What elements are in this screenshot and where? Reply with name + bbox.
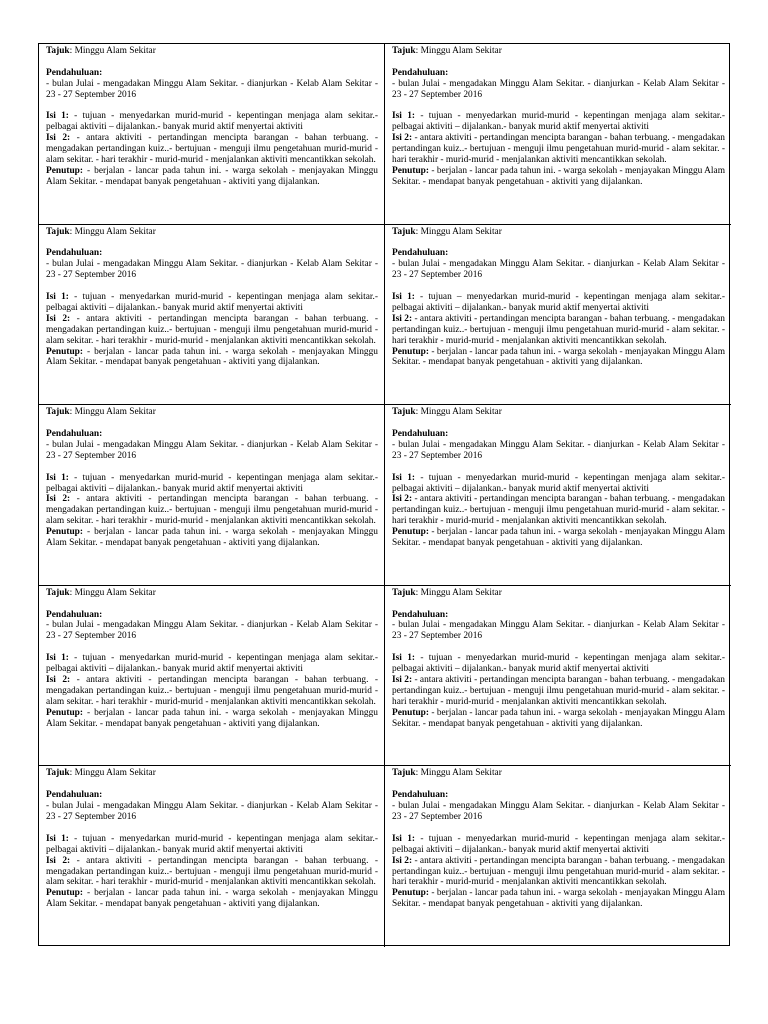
card xyxy=(39,766,385,947)
card xyxy=(385,586,731,767)
title-line xyxy=(392,588,725,599)
closing: Penutup: - berjalan - lancar pada tahun ini. - warga sekolah - menjayakan Minggu Alam Sekitar. - mendapat banyak pengetahuan - aktiviti yang dijalankan. xyxy=(392,346,725,368)
point-2: Isi 2: - antara aktiviti - pertandingan mencipta barangan - bahan terbuang. - mengadakan pertandingan kuiz..- bertujuan - menguji ilmu pengetahuan murid-murid - alam sekitar. - hari terakhir - murid-murid - menjalankan aktiviti mencantikkan sekolah. xyxy=(46,494,378,527)
point-1: Isi 1: - tujuan - menyedarkan murid-murid - kepentingan menjaga alam sekitar.- pelbagai aktiviti – dijalankan.- banyak murid aktif menyertai aktiviti xyxy=(392,472,725,494)
card xyxy=(385,405,731,586)
intro-heading: Pendahuluan: xyxy=(46,609,103,620)
intro-text: - bulan Julai - mengadakan Minggu Alam Sekitar. - dianjurkan - Kelab Alam Sekitar - 23 - 27 September 2016 xyxy=(392,620,725,642)
title-label: Tajuk xyxy=(392,768,416,779)
intro-heading: Pendahuluan: xyxy=(46,428,103,439)
intro-heading: Pendahuluan: xyxy=(392,248,449,259)
title-label: Tajuk xyxy=(392,226,416,237)
title-text: : Minggu Alam Sekitar xyxy=(69,587,156,598)
intro-text: - bulan Julai - mengadakan Minggu Alam Sekitar. - dianjurkan - Kelab Alam Sekitar - 23 - 27 September 2016 xyxy=(392,801,725,822)
point-2: Isi 2: - antara aktiviti - pertandingan mencipta barangan - bahan terbuang. - mengadakan pertandingan kuiz..- bertujuan - menguji ilmu pengetahuan murid-murid - alam sekitar. - hari terakhir - murid-murid - menjalankan aktiviti mencantikkan sekolah. xyxy=(46,313,378,346)
point-1: Isi 1: - tujuan - menyedarkan murid-murid - kepentingan menjaga alam sekitar.- pelbagai aktiviti – dijalankan.- banyak murid aktif menyertai aktiviti xyxy=(392,111,725,133)
intro-heading: Pendahuluan: xyxy=(392,428,449,439)
title-text: : Minggu Alam Sekitar xyxy=(415,768,502,779)
point-1: Isi 1: - tujuan - menyedarkan murid-murid - kepentingan menjaga alam sekitar.- pelbagai aktiviti – dijalankan.- banyak murid aktif menyertai aktiviti xyxy=(46,472,379,494)
point-1: Isi 1: - tujuan - menyedarkan murid-murid - kepentingan menjaga alam sekitar.- pelbagai aktiviti – dijalankan.- banyak murid aktif menyertai aktiviti xyxy=(46,653,379,675)
point-2: Isi 2: - antara aktiviti - pertandingan mencipta barangan - bahan terbuang. - mengadakan pertandingan kuiz..- bertujuan - menguji ilmu pengetahuan murid-murid - alam sekitar. - hari terakhir - murid-murid - menjalankan aktiviti mencantikkan sekolah. xyxy=(46,133,378,166)
closing: Penutup: - berjalan - lancar pada tahun ini. - warga sekolah - menjayakan Minggu Alam Sekitar. - mendapat banyak pengetahuan - aktiviti yang dijalankan. xyxy=(392,165,725,187)
point-2: Isi 2: - antara aktiviti - pertandingan mencipta barangan - bahan terbuang. - mengadakan pertandingan kuiz..- bertujuan - menguji ilmu pengetahuan murid-murid - alam sekitar. - hari terakhir - murid-murid - menjalankan aktiviti mencantikkan sekolah. xyxy=(46,855,378,888)
title-text: : Minggu Alam Sekitar xyxy=(415,46,502,56)
title-line xyxy=(46,46,378,57)
intro-heading: Pendahuluan: xyxy=(46,248,103,259)
intro-heading: Pendahuluan: xyxy=(392,790,449,801)
title-line xyxy=(46,768,378,779)
title-text: : Minggu Alam Sekitar xyxy=(415,226,502,237)
title-label: Tajuk xyxy=(46,226,70,237)
card xyxy=(385,766,731,947)
intro-text: - bulan Julai - mengadakan Minggu Alam Sekitar. - dianjurkan - Kelab Alam Sekitar - 23 - 27 September 2016 xyxy=(46,259,378,281)
point-1: Isi 1: - tujuan – menyedarkan murid-murid - kepentingan menjaga alam sekitar.- pelbagai aktiviti – dijalankan.- banyak murid aktif menyertai aktiviti xyxy=(392,292,725,313)
title-line xyxy=(392,407,725,418)
point-2: Isi 2: - antara aktiviti - pertandingan mencipta barangan - bahan terbuang. - mengadakan pertandingan kuiz..- bertujuan - menguji ilmu pengetahuan murid-murid - alam sekitar. - hari terakhir - murid-murid - menjalankan aktiviti mencantikkan sekolah. xyxy=(392,494,725,527)
intro-heading: Pendahuluan: xyxy=(46,790,103,801)
point-2: Isi 2: - antara aktiviti - pertandingan mencipta barangan - bahan terbuang. - mengadakan pertandingan kuiz..- bertujuan - menguji ilmu pengetahuan murid-murid - alam sekitar. - hari terakhir - murid-murid - menjalankan aktiviti mencantikkan sekolah. xyxy=(392,855,725,888)
title-text: : Minggu Alam Sekitar xyxy=(69,768,156,779)
closing: Penutup: - berjalan - lancar pada tahun ini. - warga sekolah - menjayakan Minggu Alam Sekitar. - mendapat banyak pengetahuan - aktiviti yang dijalankan. xyxy=(46,707,378,729)
title-line xyxy=(46,227,378,238)
point-2: Isi 2: - antara aktiviti - pertandingan mencipta barangan - bahan terbuang. - mengadakan pertandingan kuiz..- bertujuan - menguji ilmu pengetahuan murid-murid - alam sekitar. - hari terakhir - murid-murid - menjalankan aktiviti mencantikkan sekolah. xyxy=(392,313,725,346)
title-text: : Minggu Alam Sekitar xyxy=(69,407,156,418)
title-text: : Minggu Alam Sekitar xyxy=(415,407,502,418)
title-label: Tajuk xyxy=(392,46,416,56)
intro-text: - bulan Julai - mengadakan Minggu Alam Sekitar. - dianjurkan - Kelab Alam Sekitar - 23 - 27 September 2016 xyxy=(392,259,725,281)
point-1: Isi 1: - tujuan - menyedarkan murid-murid - kepentingan menjaga alam sekitar.- pelbagai aktiviti – dijalankan.- banyak murid aktif menyertai aktiviti xyxy=(46,833,379,855)
title-line xyxy=(46,407,378,418)
title-text: : Minggu Alam Sekitar xyxy=(69,46,156,56)
intro-text: - bulan Julai - mengadakan Minggu Alam Sekitar. - dianjurkan - Kelab Alam Sekitar - 23 - 27 September 2016 xyxy=(392,78,725,100)
title-label: Tajuk xyxy=(46,768,70,779)
closing: Penutup: - berjalan - lancar pada tahun ini. - warga sekolah - menjayakan Minggu Alam Sekitar. - mendapat banyak pengetahuan - aktiviti yang dijalankan. xyxy=(46,888,378,910)
cards-grid xyxy=(38,43,730,946)
title-text: : Minggu Alam Sekitar xyxy=(69,226,156,237)
intro-text: - bulan Julai - mengadakan Minggu Alam Sekitar. - dianjurkan - Kelab Alam Sekitar - 23 - 27 September 2016 xyxy=(392,439,725,461)
card xyxy=(39,44,385,225)
point-2: Isi 2: - antara aktiviti - pertandingan mencipta barangan - bahan terbuang. - mengadakan pertandingan kuiz..- bertujuan - menguji ilmu pengetahuan murid-murid - alam sekitar. - hari terakhir - murid-murid - menjalankan aktiviti mencantikkan sekolah. xyxy=(392,133,725,166)
closing: Penutup: - berjalan - lancar pada tahun ini. - warga sekolah - menjayakan Minggu Alam Sekitar. - mendapat banyak pengetahuan - aktiviti yang dijalankan. xyxy=(46,165,378,187)
title-label: Tajuk xyxy=(46,587,70,598)
point-1: Isi 1: - tujuan - menyedarkan murid-murid - kepentingan menjaga alam sekitar.- pelbagai aktiviti – dijalankan.- banyak murid aktif menyertai aktiviti xyxy=(392,833,725,855)
closing: Penutup: - berjalan - lancar pada tahun ini. - warga sekolah - menjayakan Minggu Alam Sekitar. - mendapat banyak pengetahuan - aktiviti yang dijalankan. xyxy=(46,346,378,368)
card xyxy=(39,586,385,767)
point-2: Isi 2: - antara aktiviti - pertandingan mencipta barangan - bahan terbuang. - mengadakan pertandingan kuiz..- bertujuan - menguji ilmu pengetahuan murid-murid - alam sekitar. - hari terakhir - murid-murid - menjalankan aktiviti mencantikkan sekolah. xyxy=(46,675,378,707)
intro-text: - bulan Julai - mengadakan Minggu Alam Sekitar. - dianjurkan - Kelab Alam Sekitar - 23 - 27 September 2016 xyxy=(46,620,378,642)
title-line xyxy=(392,46,725,57)
title-label: Tajuk xyxy=(46,407,70,418)
intro-text: - bulan Julai - mengadakan Minggu Alam Sekitar. - dianjurkan - Kelab Alam Sekitar - 23 - 27 September 2016 xyxy=(46,78,378,100)
title-label: Tajuk xyxy=(392,587,416,598)
title-line xyxy=(392,768,725,779)
intro-text: - bulan Julai - mengadakan Minggu Alam Sekitar. - dianjurkan - Kelab Alam Sekitar - 23 - 27 September 2016 xyxy=(46,439,378,461)
closing: Penutup: - berjalan - lancar pada tahun ini. - warga sekolah - menjayakan Minggu Alam Sekitar. - mendapat banyak pengetahuan - aktiviti yang dijalankan. xyxy=(46,527,378,549)
card xyxy=(385,225,731,406)
intro-heading: Pendahuluan: xyxy=(392,609,449,620)
intro-heading: Pendahuluan: xyxy=(46,67,103,78)
point-1: Isi 1: - tujuan - menyedarkan murid-murid - kepentingan menjaga alam sekitar.- pelbagai aktiviti – dijalankan.- banyak murid aktif menyertai aktiviti xyxy=(392,653,725,675)
title-text: : Minggu Alam Sekitar xyxy=(415,587,502,598)
point-1: Isi 1: - tujuan - menyedarkan murid-murid - kepentingan menjaga alam sekitar.- pelbagai aktiviti – dijalankan.- banyak murid aktif menyertai aktiviti xyxy=(46,292,379,313)
intro-heading: Pendahuluan: xyxy=(392,67,449,78)
closing: Penutup: - berjalan - lancar pada tahun ini. - warga sekolah - menjayakan Minggu Alam Sekitar. - mendapat banyak pengetahuan - aktiviti yang dijalankan. xyxy=(392,527,725,549)
card xyxy=(385,44,731,225)
point-2: Isi 2: - antara aktiviti - pertandingan mencipta barangan - bahan terbuang. - mengadakan pertandingan kuiz..- bertujuan - menguji ilmu pengetahuan murid-murid - alam sekitar. - hari terakhir - murid-murid - menjalankan aktiviti mencantikkan sekolah. xyxy=(392,675,725,707)
card xyxy=(39,225,385,406)
title-label: Tajuk xyxy=(392,407,416,418)
title-line xyxy=(392,227,725,238)
intro-text: - bulan Julai - mengadakan Minggu Alam Sekitar. - dianjurkan - Kelab Alam Sekitar - 23 - 27 September 2016 xyxy=(46,801,378,822)
title-line xyxy=(46,588,378,599)
closing: Penutup: - berjalan - lancar pada tahun ini. - warga sekolah - menjayakan Minggu Alam Sekitar. - mendapat banyak pengetahuan - aktiviti yang dijalankan. xyxy=(392,707,725,729)
point-1: Isi 1: - tujuan - menyedarkan murid-murid - kepentingan menjaga alam sekitar.- pelbagai aktiviti – dijalankan.- banyak murid aktif menyertai aktiviti xyxy=(46,111,379,133)
closing: Penutup: - berjalan - lancar pada tahun ini. - warga sekolah - menjayakan Minggu Alam Sekitar. - mendapat banyak pengetahuan - aktiviti yang dijalankan. xyxy=(392,888,725,910)
card xyxy=(39,405,385,586)
title-label: Tajuk xyxy=(46,46,70,56)
